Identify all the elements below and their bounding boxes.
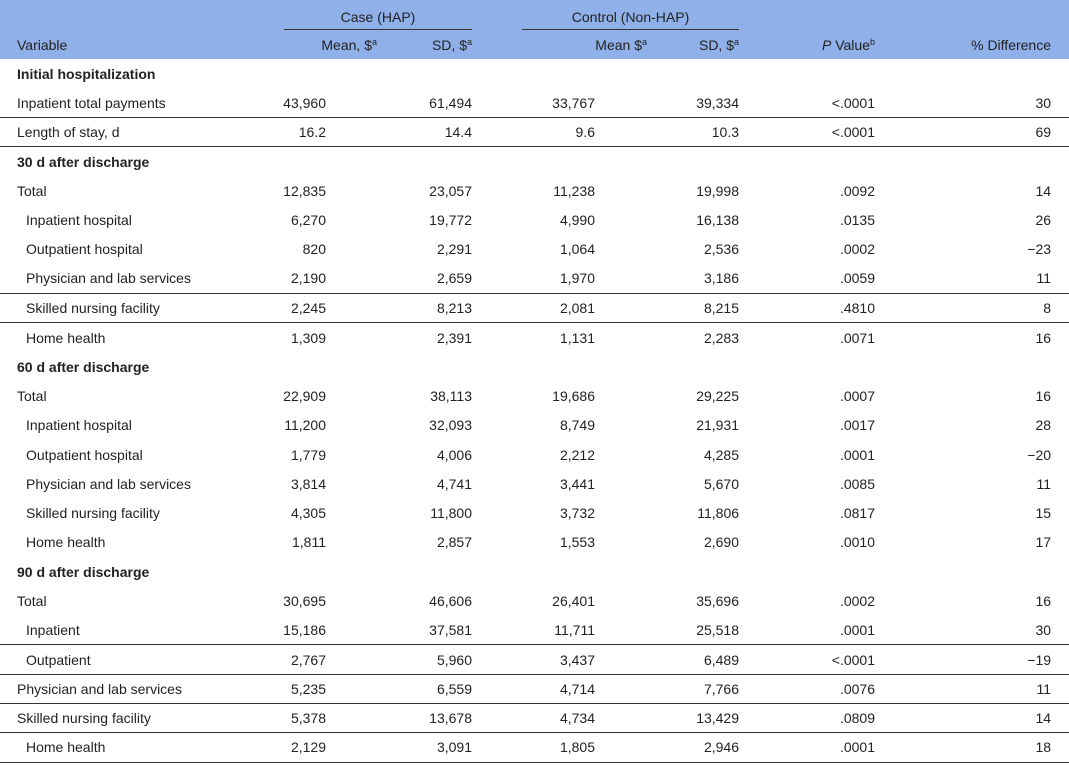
table-row xyxy=(0,704,1069,733)
cell-case-sd: 8,213 xyxy=(385,293,480,322)
table-row xyxy=(0,411,1069,440)
cell-control-sd: 39,334 xyxy=(655,88,753,117)
cell-case-mean: 2,245 xyxy=(240,293,385,322)
cell-control-mean: 19,686 xyxy=(552,387,595,404)
cell-control-sd: 21,931 xyxy=(696,417,740,434)
group-header-case: Case (HAP) xyxy=(240,0,480,30)
row-label: Physician and lab services xyxy=(26,475,191,492)
cell-case-sd: 61,494 xyxy=(385,88,480,117)
cell-case-mean: 15,186 xyxy=(240,616,385,645)
cell-percent-difference: 11 xyxy=(925,674,1069,703)
cell-p-value: <.0001 xyxy=(753,88,925,117)
cell-case-sd: 14.4 xyxy=(385,118,480,147)
cell-percent-difference: 11 xyxy=(1036,475,1052,492)
table-body xyxy=(0,59,1069,762)
cell-percent-difference: 16 xyxy=(1035,387,1052,404)
row-label: Total xyxy=(17,387,47,404)
row-label: Outpatient hospital xyxy=(26,241,143,258)
table-row xyxy=(0,674,1069,703)
cell-percent-difference: 14 xyxy=(925,704,1069,733)
cell-control-mean: 2,081 xyxy=(480,293,655,322)
cell-p-value: .0002 xyxy=(839,592,876,609)
cell-case-sd: 38,113 xyxy=(430,387,472,404)
cell-percent-difference: 14 xyxy=(1035,182,1052,199)
row-label: Inpatient hospital xyxy=(26,212,132,229)
cell-case-mean: 1,779 xyxy=(290,446,326,463)
cell-control-sd: 35,696 xyxy=(696,592,740,609)
table-row xyxy=(0,528,1069,557)
row-label: Inpatient hospital xyxy=(26,417,132,434)
cell-percent-difference: 11 xyxy=(925,264,1069,293)
cell-p-value: .0817 xyxy=(839,505,876,522)
cell-control-sd: 3,186 xyxy=(655,264,753,293)
cell-case-mean: 16.2 xyxy=(240,118,385,147)
cell-case-mean: 4,305 xyxy=(290,505,326,522)
cell-case-sd: 19,772 xyxy=(429,212,472,229)
table-header xyxy=(0,0,1069,59)
cell-p-value: <.0001 xyxy=(753,118,925,147)
row-label: Inpatient xyxy=(0,616,240,645)
cell-percent-difference: −20 xyxy=(1027,446,1052,463)
table-row xyxy=(0,118,1069,147)
section-title: 30 d after discharge xyxy=(17,153,150,170)
row-label: Physician and lab services xyxy=(0,264,240,293)
row-label: Skilled nursing facility xyxy=(0,704,240,733)
section-row xyxy=(0,147,1069,176)
cell-control-mean: 8,749 xyxy=(559,417,595,434)
cell-control-sd: 29,225 xyxy=(696,387,740,404)
cell-control-sd: 25,518 xyxy=(655,616,753,645)
cell-case-sd: 11,800 xyxy=(430,505,472,522)
section-row xyxy=(0,557,1069,586)
cell-control-sd: 5,670 xyxy=(703,475,740,492)
cell-p-value: .0007 xyxy=(839,387,876,404)
cell-percent-difference: 18 xyxy=(925,733,1069,762)
cell-control-mean: 4,990 xyxy=(559,212,595,229)
cell-control-sd: 7,766 xyxy=(655,674,753,703)
cell-percent-difference: 17 xyxy=(1035,534,1052,551)
cell-p-value: .0001 xyxy=(753,616,925,645)
row-label: Outpatient hospital xyxy=(26,446,143,463)
cell-p-value: .0071 xyxy=(839,329,876,346)
cell-p-value: .0010 xyxy=(839,534,876,551)
cell-control-mean: 1,553 xyxy=(559,534,595,551)
cell-case-mean: 22,909 xyxy=(283,387,326,404)
table-row xyxy=(0,205,1069,234)
cell-case-sd: 2,291 xyxy=(436,241,472,258)
column-header-control-mean: Mean \$$^a$ xyxy=(480,30,655,59)
cell-control-mean: 1,970 xyxy=(480,264,655,293)
table-row xyxy=(0,586,1069,615)
cell-control-mean: 4,714 xyxy=(480,674,655,703)
cell-case-mean: 820 xyxy=(302,241,326,258)
cell-case-sd: 6,559 xyxy=(385,674,480,703)
cell-p-value: .0017 xyxy=(839,417,876,434)
cell-control-sd: 8,215 xyxy=(655,293,753,322)
cell-case-mean: 43,960 xyxy=(240,88,385,117)
cell-control-sd: 19,998 xyxy=(696,182,740,199)
cell-control-mean: 2,212 xyxy=(559,446,595,463)
cell-control-mean: 11,238 xyxy=(553,182,595,199)
cell-control-mean: 33,767 xyxy=(480,88,655,117)
column-header-percent-difference: % Difference xyxy=(925,30,1069,59)
row-label: Skilled nursing facility xyxy=(0,293,240,322)
cell-control-mean: 1,805 xyxy=(480,733,655,762)
table-row xyxy=(0,235,1069,264)
cell-case-sd: 37,581 xyxy=(385,616,480,645)
cell-percent-difference: 69 xyxy=(925,118,1069,147)
table-row xyxy=(0,264,1069,293)
table-row xyxy=(0,616,1069,645)
cell-p-value: .0002 xyxy=(839,241,876,258)
cell-case-mean: 6,270 xyxy=(290,212,326,229)
cell-control-mean: 9.6 xyxy=(480,118,655,147)
cell-case-sd: 5,960 xyxy=(385,645,480,674)
cell-p-value: .0059 xyxy=(753,264,925,293)
table-row xyxy=(0,381,1069,410)
cell-p-value: <.0001 xyxy=(753,645,925,674)
cell-case-sd: 4,741 xyxy=(436,475,472,492)
cell-percent-difference: 16 xyxy=(1035,592,1052,609)
cell-case-mean: 5,235 xyxy=(240,674,385,703)
cell-case-mean: 2,190 xyxy=(240,264,385,293)
cell-case-sd: 13,678 xyxy=(385,704,480,733)
cell-case-mean: 1,811 xyxy=(292,534,326,551)
header-group-row xyxy=(0,0,1069,30)
cell-control-sd: 2,283 xyxy=(703,329,740,346)
cell-control-mean: 1,064 xyxy=(559,241,595,258)
section-title: 60 d after discharge xyxy=(17,358,150,375)
row-label: Total xyxy=(17,182,47,199)
table-row xyxy=(0,469,1069,498)
row-label: Home health xyxy=(0,733,240,762)
cell-control-sd: 2,690 xyxy=(703,534,740,551)
cell-control-mean: 3,732 xyxy=(559,505,595,522)
cell-case-mean: 2,767 xyxy=(240,645,385,674)
cell-case-sd: 2,857 xyxy=(436,534,472,551)
cell-p-value: .0001 xyxy=(839,446,876,463)
section-row xyxy=(0,59,1069,88)
cell-p-value: .0135 xyxy=(839,212,876,229)
cell-case-mean: 1,309 xyxy=(290,329,326,346)
row-label: Home health xyxy=(26,534,106,551)
header-column-row xyxy=(0,30,1069,59)
cell-control-mean: 11,711 xyxy=(480,616,655,645)
cell-control-mean: 3,437 xyxy=(480,645,655,674)
cell-control-sd: 11,806 xyxy=(697,505,740,522)
table-row xyxy=(0,176,1069,205)
row-label: Skilled nursing facility xyxy=(26,505,160,522)
cell-control-sd: 10.3 xyxy=(655,118,753,147)
section-row xyxy=(0,352,1069,381)
cell-control-mean: 26,401 xyxy=(552,592,595,609)
cell-case-sd: 2,659 xyxy=(385,264,480,293)
table-row xyxy=(0,323,1069,352)
cell-case-mean: 5,378 xyxy=(240,704,385,733)
cell-percent-difference: 8 xyxy=(925,293,1069,322)
cell-case-mean: 2,129 xyxy=(240,733,385,762)
cell-percent-difference: −23 xyxy=(1027,241,1052,258)
column-header-p-value: P Value$^b$ xyxy=(753,30,925,59)
cell-p-value: .0092 xyxy=(839,182,876,199)
table-row xyxy=(0,498,1069,527)
table-row xyxy=(0,645,1069,674)
cell-p-value: .0085 xyxy=(839,475,876,492)
cell-p-value: .4810 xyxy=(753,293,925,322)
column-header-case-mean: Mean, \$$^a$ xyxy=(240,30,385,59)
table-row xyxy=(0,88,1069,117)
cell-control-sd: 4,285 xyxy=(703,446,740,463)
row-label: Total xyxy=(17,592,47,609)
cell-control-mean: 4,734 xyxy=(480,704,655,733)
cell-control-sd: 16,138 xyxy=(696,212,740,229)
cell-control-sd: 13,429 xyxy=(655,704,753,733)
cell-control-mean: 1,131 xyxy=(559,329,595,346)
cell-case-mean: 30,695 xyxy=(283,592,326,609)
table-row xyxy=(0,733,1069,762)
cell-case-sd: 46,606 xyxy=(429,592,472,609)
row-label: Inpatient total payments xyxy=(0,88,240,117)
cell-case-mean: 12,835 xyxy=(283,182,326,199)
cell-percent-difference: 15 xyxy=(1035,505,1052,522)
cell-control-sd: 2,946 xyxy=(655,733,753,762)
section-title: Initial hospitalization xyxy=(17,65,156,82)
cell-p-value: .0809 xyxy=(753,704,925,733)
cell-case-mean: 3,814 xyxy=(290,475,326,492)
cell-case-sd: 23,057 xyxy=(429,182,472,199)
cell-control-sd: 2,536 xyxy=(703,241,740,258)
cell-percent-difference: 30 xyxy=(925,616,1069,645)
cell-percent-difference: 30 xyxy=(925,88,1069,117)
row-label: Length of stay, d xyxy=(0,118,240,147)
cell-case-sd: 3,091 xyxy=(385,733,480,762)
cell-case-sd: 32,093 xyxy=(429,417,472,434)
column-header-variable: Variable xyxy=(0,30,240,59)
row-label: Physician and lab services xyxy=(0,674,240,703)
cell-case-sd: 4,006 xyxy=(436,446,472,463)
group-header-control: Control (Non-HAP) xyxy=(480,0,753,30)
cell-p-value: .0001 xyxy=(753,733,925,762)
cell-p-value: .0076 xyxy=(753,674,925,703)
cell-case-mean: 11,200 xyxy=(284,417,326,434)
cell-control-sd: 6,489 xyxy=(655,645,753,674)
row-label: Outpatient xyxy=(0,645,240,674)
column-header-case-sd: SD, \$$^a$ xyxy=(385,30,480,59)
table-row xyxy=(0,293,1069,322)
table-row xyxy=(0,440,1069,469)
cell-percent-difference: −19 xyxy=(925,645,1069,674)
cell-control-mean: 3,441 xyxy=(559,475,595,492)
cell-percent-difference: 26 xyxy=(1035,212,1052,229)
cell-case-sd: 2,391 xyxy=(436,329,472,346)
cell-percent-difference: 16 xyxy=(1035,329,1052,346)
column-header-control-sd: SD, \$$^a$ xyxy=(655,30,753,59)
cell-percent-difference: 28 xyxy=(1035,417,1052,434)
section-title: 90 d after discharge xyxy=(17,563,150,580)
row-label: Home health xyxy=(26,329,106,346)
